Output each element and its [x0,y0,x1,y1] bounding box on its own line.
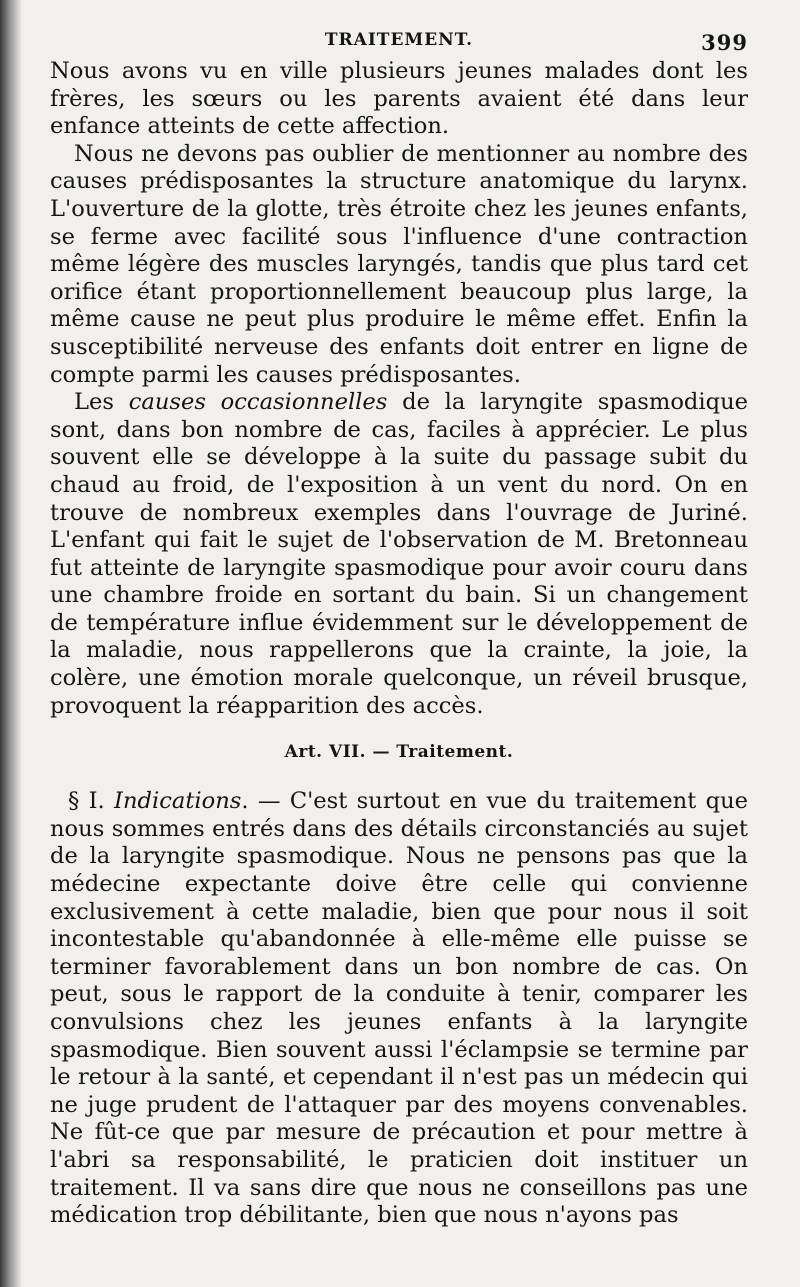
article-heading: Art. VII. — Traitement. [284,742,514,763]
section-dash: . — [241,788,290,815]
paragraph-text-start: Les [74,389,129,416]
paragraph-heredity [50,58,748,141]
page-number: 399 [701,30,748,55]
paragraph-predisposing-causes [50,141,748,389]
section-text: C'est surtout en vue du traitement que nous sommes entrés dans des détails circonstanciés au sujet de la laryngite spasmodique. Nous ne pensons pas que la médecine expectante doive être celle qui convienne exclusivement à cette maladie, bien que pour nous il soit incontestable qu'abandonnée à elle-même elle puisse se terminer favorablement dans un bon nombre de cas. On peut, sous le rapport de la conduite à tenir, comparer les convulsions chez les jeunes enfants à la laryngite spasmodique. Bien souvent aussi l'éclampsie se termine par le retour à la santé, et cependant il n'est pas un médecin qui ne juge prudent de l'attaquer par des moyens convenables. Ne fût-ce que par mesure de précaution et pour mettre à l'abri sa responsabilité, le praticien doit instituer un traitement. Il va sans dire que nous ne conseillons pas une médication trop débilitante, bien que nous n'ayons pas [50,788,748,1229]
section-title: Indications [114,788,242,815]
paragraph-text: Nous ne devons pas oublier de mentionner au nombre des causes prédisposantes la structure anatomique du larynx. L'ouverture de la glotte, très étroite chez les jeunes enfants, se ferme avec facilité sous l'influence d'une contraction même légère des muscles laryngés, tandis que plus tard cet orifice étant proportionnellement beaucoup plus large, la même cause ne peut plus produire le même effet. Enfin la susceptibilité nerveuse des enfants doit entrer en ligne de compte parmi les causes prédisposantes. [50,140,748,388]
section-number: § I. [68,788,115,815]
running-title: TRAITEMENT. [324,30,474,50]
paragraph-occasional-causes [50,389,748,720]
paragraph-text-rest: de la laryngite spasmodique sont, dans bon nombre de cas, faciles à apprécier. Le plus souvent elle se développe à la suite du passage subit du chaud au froid, de l'exposition à un vent du nord. On en trouve de nombreux exemples dans l'ouvrage de Juriné. L'enfant qui fait le sujet de l'observation de M. Bretonneau fut atteinte de laryngite spasmodique pour avoir couru dans une chambre froide en sortant du bain. Si un changement de température influe évidemment sur le développement de la maladie, nous rappellerons que la crainte, la joie, la colère, une émotion morale quelconque, un réveil brusque, provoquent la réapparition des accès. [50,389,748,719]
page-gutter-shadow [0,0,22,1287]
section-indications [50,788,748,1230]
running-header [50,26,748,58]
italic-term: causes occasionnelles [128,389,388,416]
paragraph-text: Nous avons vu en ville plusieurs jeunes malades dont les frères, les sœurs ou les parents avaient été dans leur enfance atteints de cette affection. [50,58,748,140]
